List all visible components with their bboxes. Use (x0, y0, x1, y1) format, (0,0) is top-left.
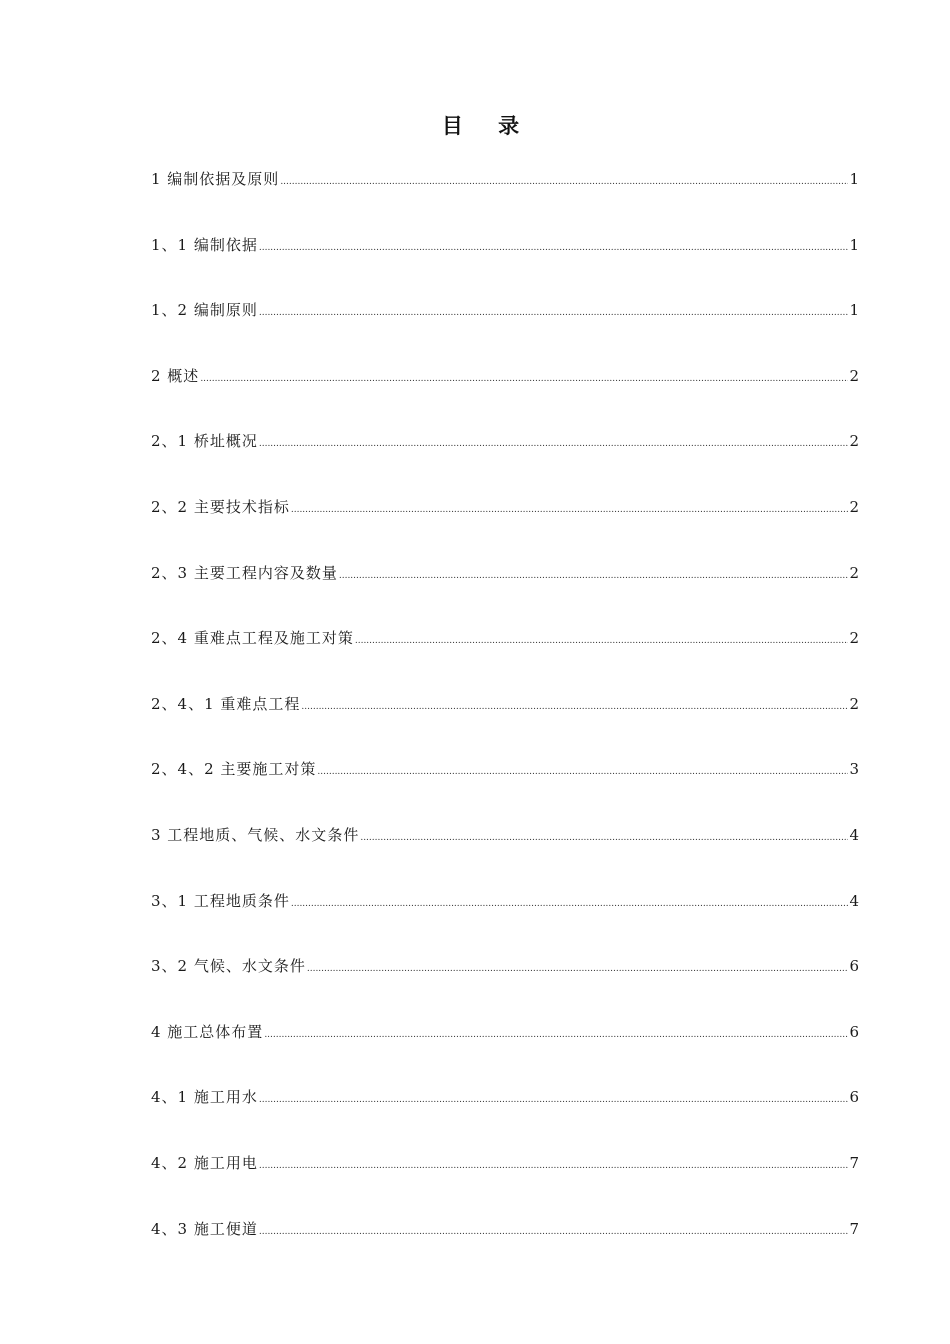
toc-entry-label: 3、1 工程地质条件 (151, 891, 290, 910)
toc-entry[interactable] (151, 890, 859, 956)
toc-entry-label: 4、3 施工便道 (151, 1219, 258, 1238)
toc-entry[interactable] (151, 955, 859, 1021)
toc-entry-page: 7 (849, 1153, 859, 1172)
toc-entry[interactable] (151, 1218, 859, 1284)
toc-entry-page: 6 (849, 1022, 859, 1041)
toc-dot-leader (317, 761, 848, 783)
toc-dot-leader (259, 302, 849, 324)
toc-entry-label: 4、2 施工用电 (151, 1153, 258, 1172)
toc-entry-label: 2、4 重难点工程及施工对策 (151, 629, 354, 648)
toc-dot-leader (291, 499, 849, 521)
toc-entry-label: 1 编制依据及原则 (151, 170, 280, 188)
toc-entry-page: 2 (849, 497, 859, 516)
toc-dot-leader (264, 1024, 848, 1046)
toc-entry-page: 2 (849, 366, 859, 385)
toc-dot-leader (259, 1155, 849, 1177)
toc-entry-label: 2、4、1 重难点工程 (151, 694, 301, 713)
toc-entry-page: 6 (849, 1088, 859, 1107)
toc-title: 目 录 (441, 113, 534, 138)
toc-dot-leader (307, 958, 849, 980)
toc-entry-label: 2、2 主要技术指标 (151, 497, 290, 516)
toc-entry[interactable] (151, 693, 859, 759)
toc-dot-leader (259, 1089, 849, 1111)
toc-entry-page: 3 (849, 760, 859, 779)
toc-dot-leader (259, 1221, 849, 1243)
toc-list (151, 168, 859, 1283)
toc-entry-label: 4、1 施工用水 (151, 1088, 258, 1107)
toc-entry[interactable] (151, 1086, 859, 1152)
toc-entry-label: 2、1 桥址概况 (151, 432, 258, 451)
toc-entry[interactable] (151, 299, 859, 365)
toc-entry[interactable] (151, 562, 859, 628)
toc-entry-page: 2 (849, 694, 859, 713)
toc-entry-page: 1 (849, 170, 859, 188)
toc-entry[interactable] (151, 496, 859, 562)
toc-entry-label: 2、3 主要工程内容及数量 (151, 563, 338, 582)
toc-dot-leader (259, 433, 849, 455)
toc-entry-page: 2 (849, 563, 859, 582)
toc-entry-label: 2 概述 (151, 366, 200, 385)
toc-dot-leader (360, 827, 848, 849)
toc-entry-page: 1 (849, 235, 859, 254)
toc-entry[interactable] (151, 365, 859, 431)
toc-entry[interactable] (151, 758, 859, 824)
toc-dot-leader (301, 696, 848, 718)
toc-entry[interactable] (151, 430, 859, 496)
toc-entry-page: 7 (849, 1219, 859, 1238)
toc-entry-label: 1、2 编制原则 (151, 301, 258, 320)
toc-entry-label: 1、1 编制依据 (151, 235, 258, 254)
toc-dot-leader (200, 368, 848, 390)
toc-entry[interactable] (151, 824, 859, 890)
toc-entry-label: 3 工程地质、气候、水文条件 (151, 825, 360, 844)
toc-entry[interactable] (151, 234, 859, 300)
toc-entry-page: 4 (849, 891, 859, 910)
toc-dot-leader (339, 565, 849, 587)
toc-dot-leader (355, 630, 849, 652)
toc-entry-page: 4 (849, 825, 859, 844)
toc-entry-label: 2、4、2 主要施工对策 (151, 760, 317, 779)
toc-entry-page: 2 (849, 629, 859, 648)
toc-entry[interactable] (151, 627, 859, 693)
toc-dot-leader (280, 171, 848, 193)
toc-dot-leader (259, 237, 849, 259)
toc-entry[interactable] (151, 1021, 859, 1087)
toc-entry-page: 2 (849, 432, 859, 451)
toc-entry-label: 3、2 气候、水文条件 (151, 957, 306, 976)
toc-entry[interactable] (151, 168, 859, 234)
toc-dot-leader (291, 893, 849, 915)
toc-entry-page: 1 (849, 301, 859, 320)
toc-entry-label: 4 施工总体布置 (151, 1022, 264, 1041)
toc-entry-page: 6 (849, 957, 859, 976)
toc-entry[interactable] (151, 1152, 859, 1218)
